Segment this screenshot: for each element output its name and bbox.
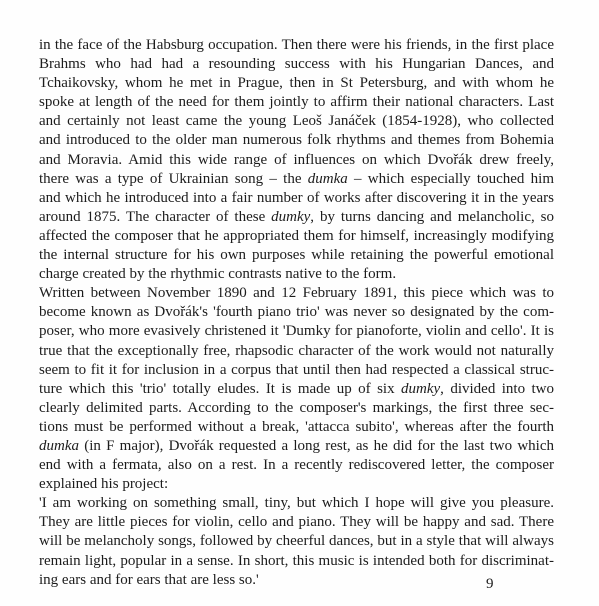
page-number: 9 [486,576,494,592]
text-line: in the face of the Habsburg occupation. Then there were his friends, in the first place [39,37,554,53]
paragraph-3-quote [39,494,554,589]
text-line: remain light, popular in a sense. In short, this music is intended both for discriminat- [39,552,554,569]
text-line: 'I am working on something small, tiny, but which I hope will give you pleasure. [39,495,554,512]
text-line: and certainly not least came the young Leoš Janáček (1854-1928), who collected [39,113,554,130]
text-line: seem to fit it for inclusion in a corpus that until then had respected a classical struc- [39,361,554,378]
text-line: will be melancholy songs, followed by cheerful dances, but in a style that will always [39,533,554,550]
text-line: become known as Dvořák's 'fourth piano trio' was never so designated by the com- [39,304,554,321]
text-line: true that the exceptionally free, rhapsodic character of the work would not naturally [39,342,554,359]
text-line: and introduced to the older man numerous folk rhythms and themes from Bohemia [39,132,554,149]
text-line: They are little pieces for violin, cello and piano. They will be happy and sad. There [39,514,554,531]
text-line: spoke at length of the need for them jointly to affirm their national characters. Last [39,94,554,111]
body-text [39,36,554,590]
text-line: end with a fermata, also on a rest. In a recently rediscovered letter, the composer [39,457,554,474]
paragraph-1 [39,36,554,284]
text-line: dumka (in F major), Dvořák requested a long rest, as he did for the last two which [39,437,554,454]
text-line: Brahms who had had a resounding success with his Hungarian Dances, and [39,56,554,73]
text-line: Tchaikovsky, whom he met in Prague, then in St Petersburg, and with whom he [39,75,554,92]
text-line: poser, who more evasively christened it 'Dumky for pianoforte, violin and cello'. It is [39,323,554,340]
text-line: the internal structure for his own purposes while retaining the powerful emotional [39,247,554,264]
paragraph-2 [39,284,554,494]
text-line: and Moravia. Amid this wide range of influences on which Dvořák drew freely, [39,151,554,168]
text-line: clearly delimited parts. According to the composer's markings, the first three sec- [39,399,554,416]
text-line: ture which this 'trio' totally eludes. It is made up of six dumky, divided into two [39,380,554,397]
text-line: ing ears and for ears that are less so.' [39,571,259,588]
text-line: and which he introduced into a fair number of works after discovering it in the years [39,189,554,206]
text-line: explained his project: [39,476,169,493]
text-line: tions must be performed without a break, 'attacca subito', whereas after the fourth [39,418,554,435]
text-line: around 1875. The character of these dumky, by turns dancing and melancholic, so [39,208,554,225]
text-line: charge created by the rhythmic contrasts native to the form. [39,266,397,283]
text-line: Written between November 1890 and 12 February 1891, this piece which was to [39,285,554,302]
text-line: there was a type of Ukrainian song – the dumka – which especially touched him [39,170,554,187]
text-line: affected the composer that he appropriated them for himself, increasingly modifying [39,227,554,244]
